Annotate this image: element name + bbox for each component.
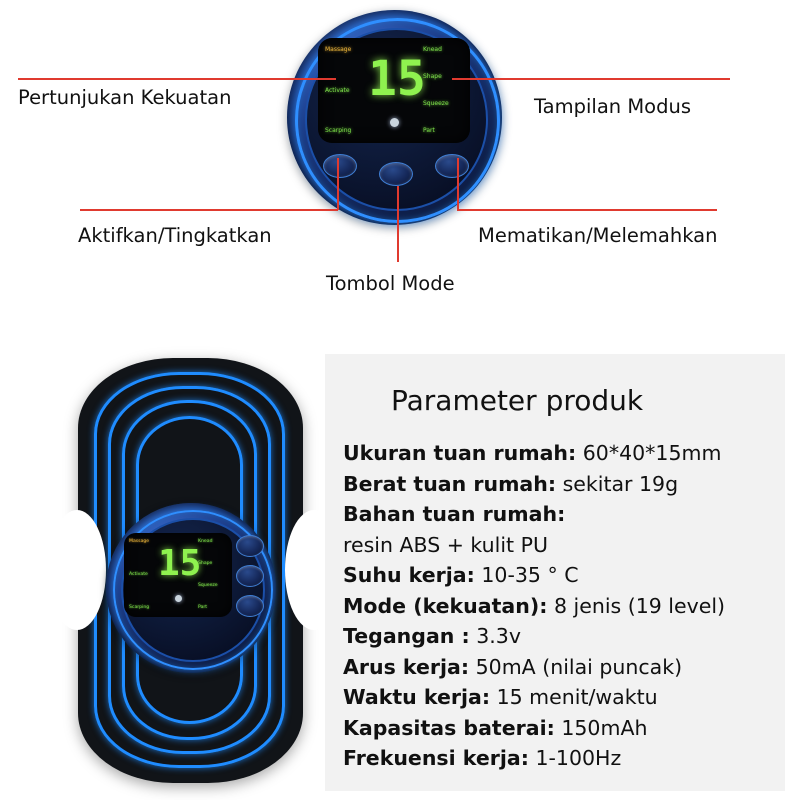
parameter-value: 60*40*15mm <box>582 441 722 465</box>
lcd-label-shape: Shape <box>423 73 442 80</box>
unit-lcd-label-shape: Shape <box>198 561 213 567</box>
unit-decrease-button[interactable] <box>236 595 264 617</box>
parameter-value: 3.3v <box>476 624 521 648</box>
increase-button[interactable] <box>323 154 357 178</box>
parameter-row <box>343 682 777 713</box>
massager-pad <box>78 358 313 788</box>
unit-lcd-label-knead: Knead <box>198 539 213 544</box>
parameter-key: Bahan tuan rumah: <box>343 502 566 526</box>
lcd-label-knead: Knead <box>423 46 442 53</box>
parameter-key: Mode (kekuatan): <box>343 593 548 618</box>
callout-label-mode-button: Tombol Mode <box>326 272 455 295</box>
lcd-label-massage: Massage <box>325 46 352 53</box>
unit-mode-button[interactable] <box>236 565 264 587</box>
callout-label-activate: Aktifkan/Tingkatkan <box>78 224 272 247</box>
callout-label-mode-display: Tampilan Modus <box>534 95 691 118</box>
parameters-list <box>343 438 777 774</box>
lcd-label-squeeze: Squeeze <box>423 100 449 107</box>
product-parameters-panel <box>325 354 785 791</box>
parameter-key: Arus kerja: <box>343 654 470 679</box>
callout-line-activate-v <box>337 158 339 210</box>
device-button-row <box>323 150 468 190</box>
unit-button-column <box>236 535 262 617</box>
callout-label-strength: Pertunjukan Kekuatan <box>18 86 232 109</box>
top-diagram-section <box>0 0 800 335</box>
lcd-label-scarping: Scarping <box>325 127 352 134</box>
parameter-value: 15 menit/waktu <box>496 685 658 709</box>
parameters-title: Parameter produk <box>391 384 644 417</box>
parameter-key: Waktu kerja: <box>343 685 491 709</box>
unit-lcd-level-value: 15 <box>158 543 202 584</box>
parameter-row <box>343 560 777 591</box>
parameter-row <box>343 469 777 500</box>
parameter-row <box>343 499 777 530</box>
lcd-label-part: Part <box>423 127 435 134</box>
parameter-value: sekitar 19g <box>562 471 679 496</box>
parameter-row <box>343 652 777 683</box>
parameter-key: Berat tuan rumah: <box>343 471 557 496</box>
bottom-section <box>0 340 800 800</box>
callout-line-mode-display <box>452 78 730 80</box>
callout-line-deactivate-v <box>457 158 459 210</box>
callout-line-mode-button <box>397 186 399 262</box>
lcd-left-labels <box>325 46 367 134</box>
unit-lcd-label-massage: Massage <box>129 539 150 544</box>
parameter-key: Tegangan : <box>343 624 470 648</box>
decrease-button[interactable] <box>435 154 469 178</box>
mode-button[interactable] <box>379 162 413 186</box>
parameter-row <box>343 591 777 622</box>
unit-increase-button[interactable] <box>236 535 264 557</box>
parameter-row <box>343 743 777 774</box>
unit-lcd-label-part: Part <box>198 605 208 611</box>
callout-line-activate-h <box>80 209 338 211</box>
unit-lcd-left-labels <box>129 539 159 611</box>
unit-lcd-right-labels <box>198 539 228 611</box>
unit-lcd-label-scarping: Scarping <box>129 605 150 611</box>
parameter-key: Kapasitas baterai: <box>343 715 555 740</box>
parameter-value: resin ABS + kulit PU <box>343 532 548 557</box>
parameter-key: Ukuran tuan rumah: <box>343 441 577 465</box>
lcd-indicator-dot <box>390 118 399 127</box>
parameter-row <box>343 530 777 561</box>
parameter-key: Suhu kerja: <box>343 563 475 587</box>
parameter-row <box>343 438 777 469</box>
unit-lcd-label-squeeze: Squeeze <box>198 583 218 589</box>
parameter-value: 8 jenis (19 level) <box>553 593 726 618</box>
lcd-label-activate: Activate <box>325 86 350 94</box>
lcd-level-value: 15 <box>368 51 426 107</box>
parameter-value: 150mAh <box>561 715 648 740</box>
lcd-right-labels <box>423 46 465 134</box>
parameter-key: Frekuensi kerja: <box>343 746 529 770</box>
parameter-value: 50mA (nilai puncak) <box>475 654 683 679</box>
callout-line-deactivate-h <box>457 209 717 211</box>
pad-waist-left <box>48 510 106 630</box>
unit-lcd-label-activate: Activate <box>129 572 148 578</box>
massager-control-unit <box>106 503 276 673</box>
unit-lcd-screen <box>124 533 232 617</box>
callout-label-deactivate: Mematikan/Melemahkan <box>478 224 718 247</box>
parameter-row <box>343 621 777 652</box>
unit-lcd-indicator-dot <box>175 595 182 602</box>
device-lcd-screen <box>318 38 470 143</box>
parameter-value: 10-35 ° C <box>481 563 579 587</box>
parameter-value: 1-100Hz <box>535 746 622 770</box>
massager-device-top-view <box>287 10 502 225</box>
callout-line-strength <box>18 78 336 80</box>
parameter-row <box>343 713 777 744</box>
